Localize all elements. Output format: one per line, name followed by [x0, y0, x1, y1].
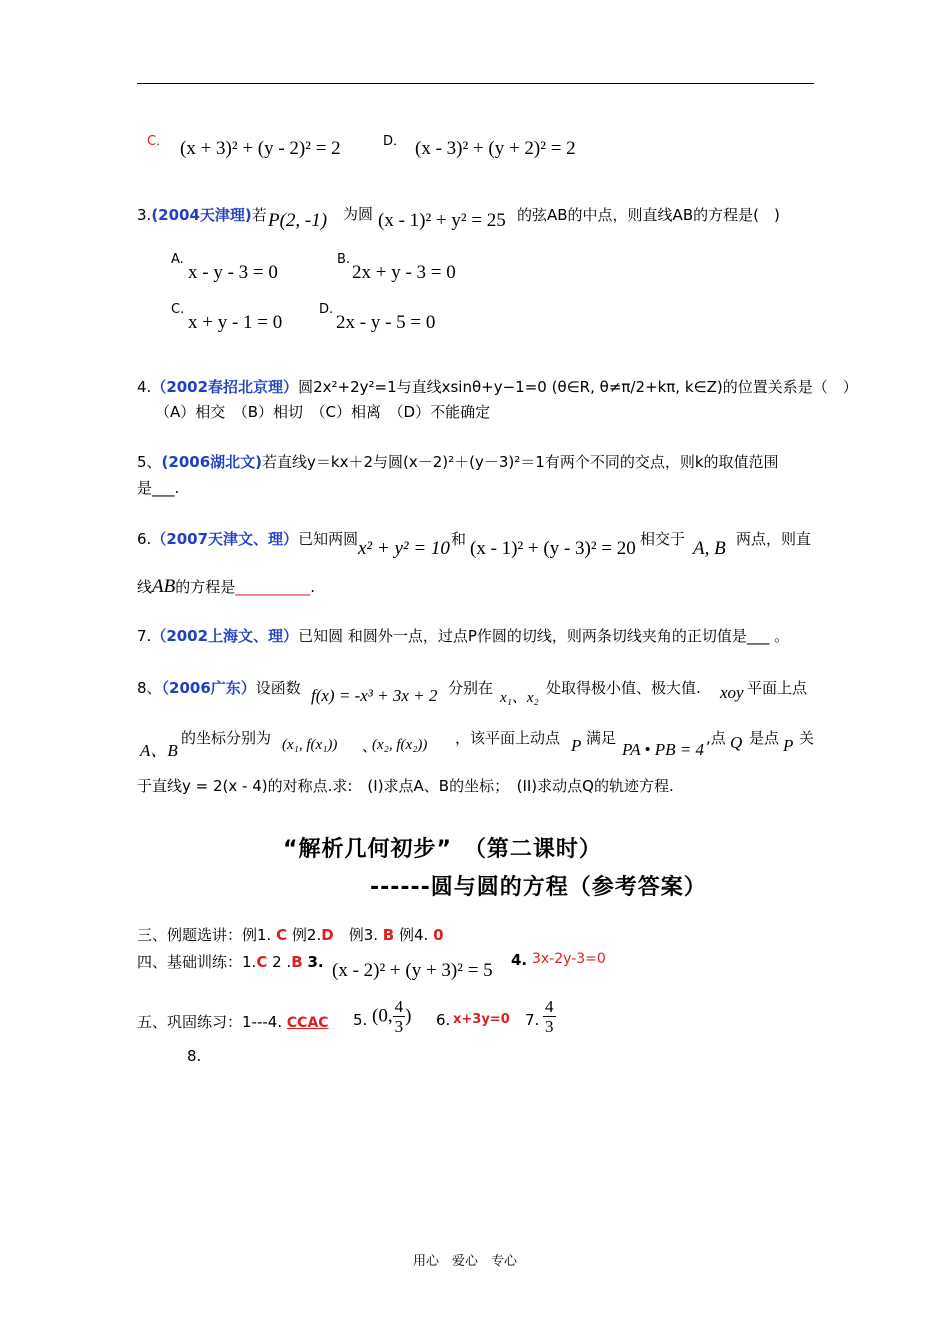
q4-number: 4. — [137, 378, 152, 396]
answer-5-5-suffix: ) — [405, 1005, 412, 1027]
answer-value: C — [256, 953, 268, 971]
q8-x1-x2: x₁、x₂ — [500, 690, 539, 706]
q6-text: . — [310, 578, 316, 596]
q6-source: （2007天津文、理） — [151, 530, 299, 548]
q6-points: A, B — [693, 538, 726, 559]
q8-text: 处取得极小值、极大值. — [546, 679, 701, 697]
q3-option-b-label: B. — [337, 252, 351, 267]
answer-value: C — [276, 926, 288, 944]
q3-text: 的弦AB的中点，则直线AB的方程是( ) — [517, 206, 780, 224]
answer-key: 例1. — [242, 926, 272, 944]
q8-stem — [137, 677, 301, 698]
answer-5-5-prefix: (0, — [372, 1005, 393, 1027]
answers-row-4 — [137, 951, 324, 972]
q8-text: 满足 — [586, 729, 617, 747]
q6-text: 线 — [137, 578, 153, 596]
q8-dot-product: PA • PB = 4 — [622, 740, 704, 759]
q3-option-c-label: C. — [171, 302, 185, 317]
q8-text: ，该平面上动点 — [455, 729, 561, 747]
answer-key: 6. — [436, 1011, 451, 1029]
q8-number: 8、 — [137, 679, 162, 697]
q3-option-a: x - y - 3 = 0 — [188, 262, 278, 283]
q5-stem — [137, 451, 779, 472]
answer-key: 1---4. — [242, 1013, 283, 1031]
answer-value: B — [291, 953, 303, 971]
answer-5-5 — [372, 998, 411, 1035]
answers-row-5-label: 五、巩固练习： — [137, 1013, 243, 1031]
answer-5-7 — [543, 998, 556, 1035]
answer-key: 例2. — [291, 926, 322, 944]
q3-circle: (x - 1)² + y² = 25 — [378, 210, 506, 231]
header-rule — [137, 83, 814, 84]
q6-circle-1: x² + y² = 10 — [358, 538, 450, 559]
answer-value: CCAC — [286, 1015, 329, 1031]
q8-source: （2006广东） — [161, 679, 256, 697]
q3-stem — [137, 204, 267, 225]
q2-c-label: C． — [147, 134, 170, 149]
q3-option-a-label: A. — [171, 252, 184, 267]
q7-text: 已知圆 和圆外一点，过点P作圆的切线，则两条切线夹角的正切值是___ 。 — [298, 627, 790, 645]
q4-stem — [137, 376, 858, 397]
answer-key: 例4. — [399, 926, 429, 944]
q8-points-ab: A、B — [140, 741, 178, 760]
answer-key: 2 . — [272, 953, 292, 971]
answers-row-5 — [137, 1011, 329, 1032]
q2-d-label: D． — [383, 134, 407, 149]
q4-source: （2002春招北京理） — [151, 378, 299, 396]
q3-option-d: 2x - y - 5 = 0 — [336, 312, 436, 333]
q8-point-2: (x₂, f(x₂)) — [372, 737, 428, 753]
q8-xoy: xoy — [720, 683, 744, 702]
answer-key: 5. — [353, 1011, 368, 1029]
q6-number: 6. — [137, 530, 152, 548]
fraction-numerator: 4 — [394, 997, 404, 1016]
q5-number: 5、 — [137, 453, 162, 471]
q7-number: 7. — [137, 627, 152, 645]
q3-option-b: 2x + y - 3 = 0 — [352, 262, 456, 283]
answer-key: 3. — [307, 953, 324, 971]
q8-point-q: Q — [730, 733, 743, 752]
q8-text: 关 — [799, 729, 815, 747]
q8-point-p: P — [783, 736, 794, 755]
q6-text: 和 — [451, 530, 467, 548]
answers-row-3 — [137, 924, 444, 945]
q8-text: 平面上点 — [747, 679, 808, 697]
q3-option-c: x + y - 1 = 0 — [188, 312, 283, 333]
q6-text: 已知两圆 — [298, 530, 359, 548]
q3-text: 若 — [251, 206, 267, 224]
answer-key: 8. — [187, 1047, 202, 1065]
q8-point-p: P — [571, 736, 582, 755]
q8-function: f(x) = -x³ + 3x + 2 — [311, 686, 438, 705]
q8-text: ,点 — [706, 729, 726, 747]
q3-number: 3. — [137, 206, 152, 224]
answer-key: 4. — [511, 951, 528, 969]
q8-text: 设函数 — [255, 679, 301, 697]
answer-5-6: x+3y=0 — [453, 1012, 510, 1027]
answer-key: 1. — [242, 953, 257, 971]
answer-key: 例3. — [348, 926, 378, 944]
answer-subtitle: ------圆与圆的方程（参考答案） — [370, 875, 707, 900]
q6-line-ab: AB — [152, 576, 176, 597]
q6-answer-blank: __________ — [235, 578, 311, 596]
q5-source: (2006湖北文) — [161, 453, 263, 471]
q6-line2 — [137, 576, 315, 598]
q6-circle-2: (x - 1)² + (y - 3)² = 20 — [470, 538, 636, 559]
answer-4-4: 3x-2y-3=0 — [532, 951, 606, 967]
q6-text: 相交于 — [640, 530, 686, 548]
q6-text: 两点，则直 — [736, 530, 812, 548]
q4-text: 圆2x²+2y²=1与直线xsinθ+y−1=0 (θ∈R, θ≠π/2+kπ, k∈Z)的位置关系是（ ） — [298, 378, 858, 396]
q8-point-1: (x₁, f(x₁)) — [282, 737, 338, 753]
q4-options: （A）相交 （B）相切 （C）相离 （D）不能确定 — [155, 403, 491, 421]
fraction-denominator: 3 — [545, 1017, 554, 1036]
page-footer: 用心 爱心 专心 — [413, 1254, 518, 1269]
answer-key: 7. — [525, 1011, 540, 1029]
fraction-numerator: 4 — [545, 997, 554, 1016]
answer-value: D — [321, 926, 334, 944]
fraction-denominator: 3 — [394, 1017, 404, 1036]
q3-option-d-label: D. — [319, 302, 334, 317]
q8-text: 、 — [362, 737, 378, 755]
q8-text: 分别在 — [448, 679, 494, 697]
q2-c-equation: (x + 3)² + (y - 2)² = 2 — [180, 138, 341, 159]
q8-text: 的坐标分别为 — [181, 729, 272, 747]
q3-text: 为圆 — [343, 205, 374, 223]
answers-row-3-label: 三、例题选讲： — [137, 926, 243, 944]
answer-value: B — [382, 926, 395, 944]
answer-4-3-equation: (x - 2)² + (y + 3)² = 5 — [332, 960, 493, 981]
q8-line3: 于直线y = 2(x - 4)的对称点.求: (I)求点A、B的坐标； (II)求动点Q的轨迹方程. — [137, 777, 674, 795]
q6-text: 的方程是 — [175, 578, 236, 596]
q3-source: (2004天津理) — [151, 206, 252, 224]
q6-stem — [137, 528, 358, 549]
q7-stem — [137, 625, 789, 646]
answer-value: 0 — [433, 926, 444, 944]
q5-text-line2: 是___. — [137, 479, 180, 497]
q7-source: （2002上海文、理） — [151, 627, 299, 645]
answers-row-4-label: 四、基础训练： — [137, 953, 243, 971]
q8-text: 是点 — [749, 729, 780, 747]
answer-title: “解析几何初步” （第二课时） — [283, 837, 602, 862]
q2-d-equation: (x - 3)² + (y + 2)² = 2 — [415, 138, 576, 159]
q5-text: 若直线y＝kx＋2与圆(x－2)²＋(y－3)²＝1有两个不同的交点，则k的取值范围 — [262, 453, 779, 471]
q3-point: P(2, -1) — [268, 210, 328, 231]
